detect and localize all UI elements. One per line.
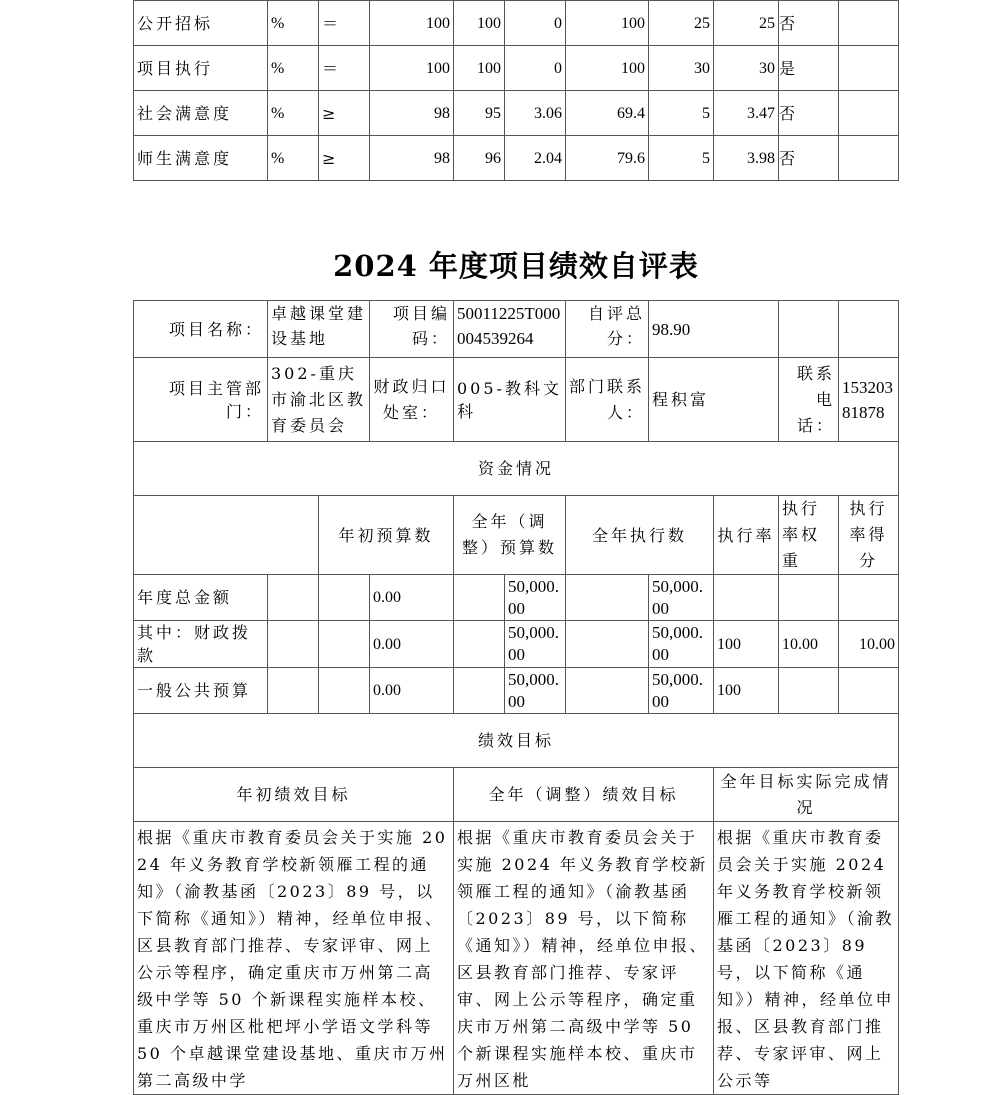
exec-weight-value: 10.00	[779, 621, 839, 668]
completion-rate: 100	[566, 1, 649, 46]
exec-rate-header: 执行率	[714, 496, 779, 575]
phone-value: 15320381878	[839, 358, 899, 442]
empty-cell	[268, 668, 319, 714]
unit: %	[268, 136, 319, 181]
deviation: 0	[505, 1, 566, 46]
empty-cell	[268, 621, 319, 668]
operator: ≥	[319, 91, 370, 136]
score: 3.47	[714, 91, 779, 136]
exec-weight-header: 执行率权重	[779, 496, 839, 575]
funds-row-label: 年度总金额	[134, 575, 268, 621]
targets-section-row	[134, 714, 899, 768]
adjusted-target-header: 全年（调整）绩效目标	[454, 768, 714, 822]
indicator-table	[133, 0, 899, 181]
page-title: 2024 年度项目绩效自评表	[333, 249, 699, 283]
weight: 5	[649, 136, 714, 181]
exec-score-value	[839, 575, 899, 621]
exec-rate-value: 100	[714, 621, 779, 668]
weight: 25	[649, 1, 714, 46]
executed-value: 50,000.00	[649, 621, 714, 668]
empty-cell	[134, 496, 319, 575]
indicator-name: 师生满意度	[134, 136, 268, 181]
dept-label: 项目主管部门：	[134, 358, 268, 442]
funds-row-label: 其中：财政拨款	[134, 621, 268, 668]
indicator-name: 社会满意度	[134, 91, 268, 136]
empty-cell	[839, 301, 899, 358]
completion-rate: 79.6	[566, 136, 649, 181]
funds-row	[134, 668, 899, 714]
targets-header-row	[134, 768, 899, 822]
empty-cell	[454, 575, 505, 621]
deducted-flag: 否	[779, 1, 839, 46]
project-code-value: 50011225T000004539264	[454, 301, 566, 358]
adjusted-budget-value: 50,000.00	[505, 621, 566, 668]
exec-score-value	[839, 668, 899, 714]
indicator-name: 公开招标	[134, 1, 268, 46]
deviation: 2.04	[505, 136, 566, 181]
funds-row	[134, 575, 899, 621]
contact-value: 程积富	[649, 358, 779, 442]
initial-budget-value: 0.00	[370, 621, 454, 668]
actual-value: 96	[454, 136, 505, 181]
self-evaluation-table	[133, 300, 899, 1095]
score: 30	[714, 46, 779, 91]
adjusted-budget-header: 全年（调整）预算数	[454, 496, 566, 575]
completion-rate: 100	[566, 46, 649, 91]
indicator-row	[134, 91, 899, 136]
weight: 30	[649, 46, 714, 91]
adjusted-budget-value: 50,000.00	[505, 668, 566, 714]
score: 3.98	[714, 136, 779, 181]
note	[839, 91, 899, 136]
actual-value: 95	[454, 91, 505, 136]
empty-cell	[319, 621, 370, 668]
project-info-row-2	[134, 358, 899, 442]
project-name-value: 卓越课堂建设基地	[268, 301, 370, 358]
initial-target-header: 年初绩效目标	[134, 768, 454, 822]
indicator-row	[134, 46, 899, 91]
funds-section-title: 资金情况	[134, 442, 899, 496]
empty-cell	[566, 668, 649, 714]
initial-target-text: 根据《重庆市教育委员会关于实施 2024 年义务教育学校新领雁工程的通知》（渝教基函〔2023〕89 号，以下简称《通知》）精神，经单位申报、区县教育部门推荐、专家评审、网上公示等程序，确定重庆市万州第二高级中学等 50 个新课程实施样本校、重庆市万州区枇杷坪小学语文学科等 50 个卓越课堂建设基地、重庆市万州第二高级中学	[134, 822, 454, 1095]
project-name-label: 项目名称：	[134, 301, 268, 358]
targets-content-row	[134, 822, 899, 1095]
actual-value: 100	[454, 1, 505, 46]
self-score-label: 自评总分：	[566, 301, 649, 358]
actual-target-text: 根据《重庆市教育委员会关于实施 2024 年义务教育学校新领雁工程的通知》（渝教基函〔2023〕89 号，以下简称《通知》）精神，经单位申报、区县教育部门推荐、专家评审、网上公示等	[714, 822, 899, 1095]
project-code-label: 项目编码：	[370, 301, 454, 358]
deviation: 0	[505, 46, 566, 91]
unit: %	[268, 46, 319, 91]
funds-row-label: 一般公共预算	[134, 668, 268, 714]
self-score-value: 98.90	[649, 301, 779, 358]
adjusted-target-text: 根据《重庆市教育委员会关于实施 2024 年义务教育学校新领雁工程的通知》（渝教基函〔2023〕89 号，以下简称《通知》）精神，经单位申报、区县教育部门推荐、专家评审、网上公示等程序，确定重庆市万州第二高级中学等 50 个新课程实施样本校、重庆市万州区枇	[454, 822, 714, 1095]
indicator-name: 项目执行	[134, 46, 268, 91]
annual-target: 98	[370, 136, 454, 181]
targets-section-title: 绩效目标	[134, 714, 899, 768]
initial-budget-value: 0.00	[370, 668, 454, 714]
annual-target: 100	[370, 46, 454, 91]
operator: ≥	[319, 136, 370, 181]
contact-label: 部门联系人：	[566, 358, 649, 442]
empty-cell	[566, 621, 649, 668]
empty-cell	[454, 668, 505, 714]
phone-label: 联系电话：	[779, 358, 839, 442]
weight: 5	[649, 91, 714, 136]
executed-header: 全年执行数	[566, 496, 714, 575]
initial-budget-header: 年初预算数	[319, 496, 454, 575]
deducted-flag: 是	[779, 46, 839, 91]
funds-header-row	[134, 496, 899, 575]
deducted-flag: 否	[779, 91, 839, 136]
indicator-row	[134, 136, 899, 181]
completion-rate: 69.4	[566, 91, 649, 136]
exec-weight-value	[779, 668, 839, 714]
adjusted-budget-value: 50,000.00	[505, 575, 566, 621]
exec-rate-value	[714, 575, 779, 621]
executed-value: 50,000.00	[649, 575, 714, 621]
empty-cell	[268, 575, 319, 621]
empty-cell	[454, 621, 505, 668]
empty-cell	[319, 575, 370, 621]
deviation: 3.06	[505, 91, 566, 136]
dept-value: 302-重庆市渝北区教育委员会	[268, 358, 370, 442]
finance-office-value: 005-教科文科	[454, 358, 566, 442]
exec-score-value: 10.00	[839, 621, 899, 668]
unit: %	[268, 91, 319, 136]
annual-target: 98	[370, 91, 454, 136]
empty-cell	[779, 301, 839, 358]
empty-cell	[566, 575, 649, 621]
note	[839, 46, 899, 91]
actual-target-header: 全年目标实际完成情况	[714, 768, 899, 822]
deducted-flag: 否	[779, 136, 839, 181]
actual-value: 100	[454, 46, 505, 91]
exec-score-header: 执行率得分	[839, 496, 899, 575]
finance-office-label: 财政归口处室：	[370, 358, 454, 442]
project-info-row-1	[134, 301, 899, 358]
funds-row	[134, 621, 899, 668]
operator: ＝	[319, 1, 370, 46]
note	[839, 136, 899, 181]
score: 25	[714, 1, 779, 46]
note	[839, 1, 899, 46]
initial-budget-value: 0.00	[370, 575, 454, 621]
annual-target: 100	[370, 1, 454, 46]
unit: %	[268, 1, 319, 46]
executed-value: 50,000.00	[649, 668, 714, 714]
operator: ＝	[319, 46, 370, 91]
funds-section-row	[134, 442, 899, 496]
empty-cell	[319, 668, 370, 714]
indicator-row	[134, 1, 899, 46]
exec-weight-value	[779, 575, 839, 621]
exec-rate-value: 100	[714, 668, 779, 714]
